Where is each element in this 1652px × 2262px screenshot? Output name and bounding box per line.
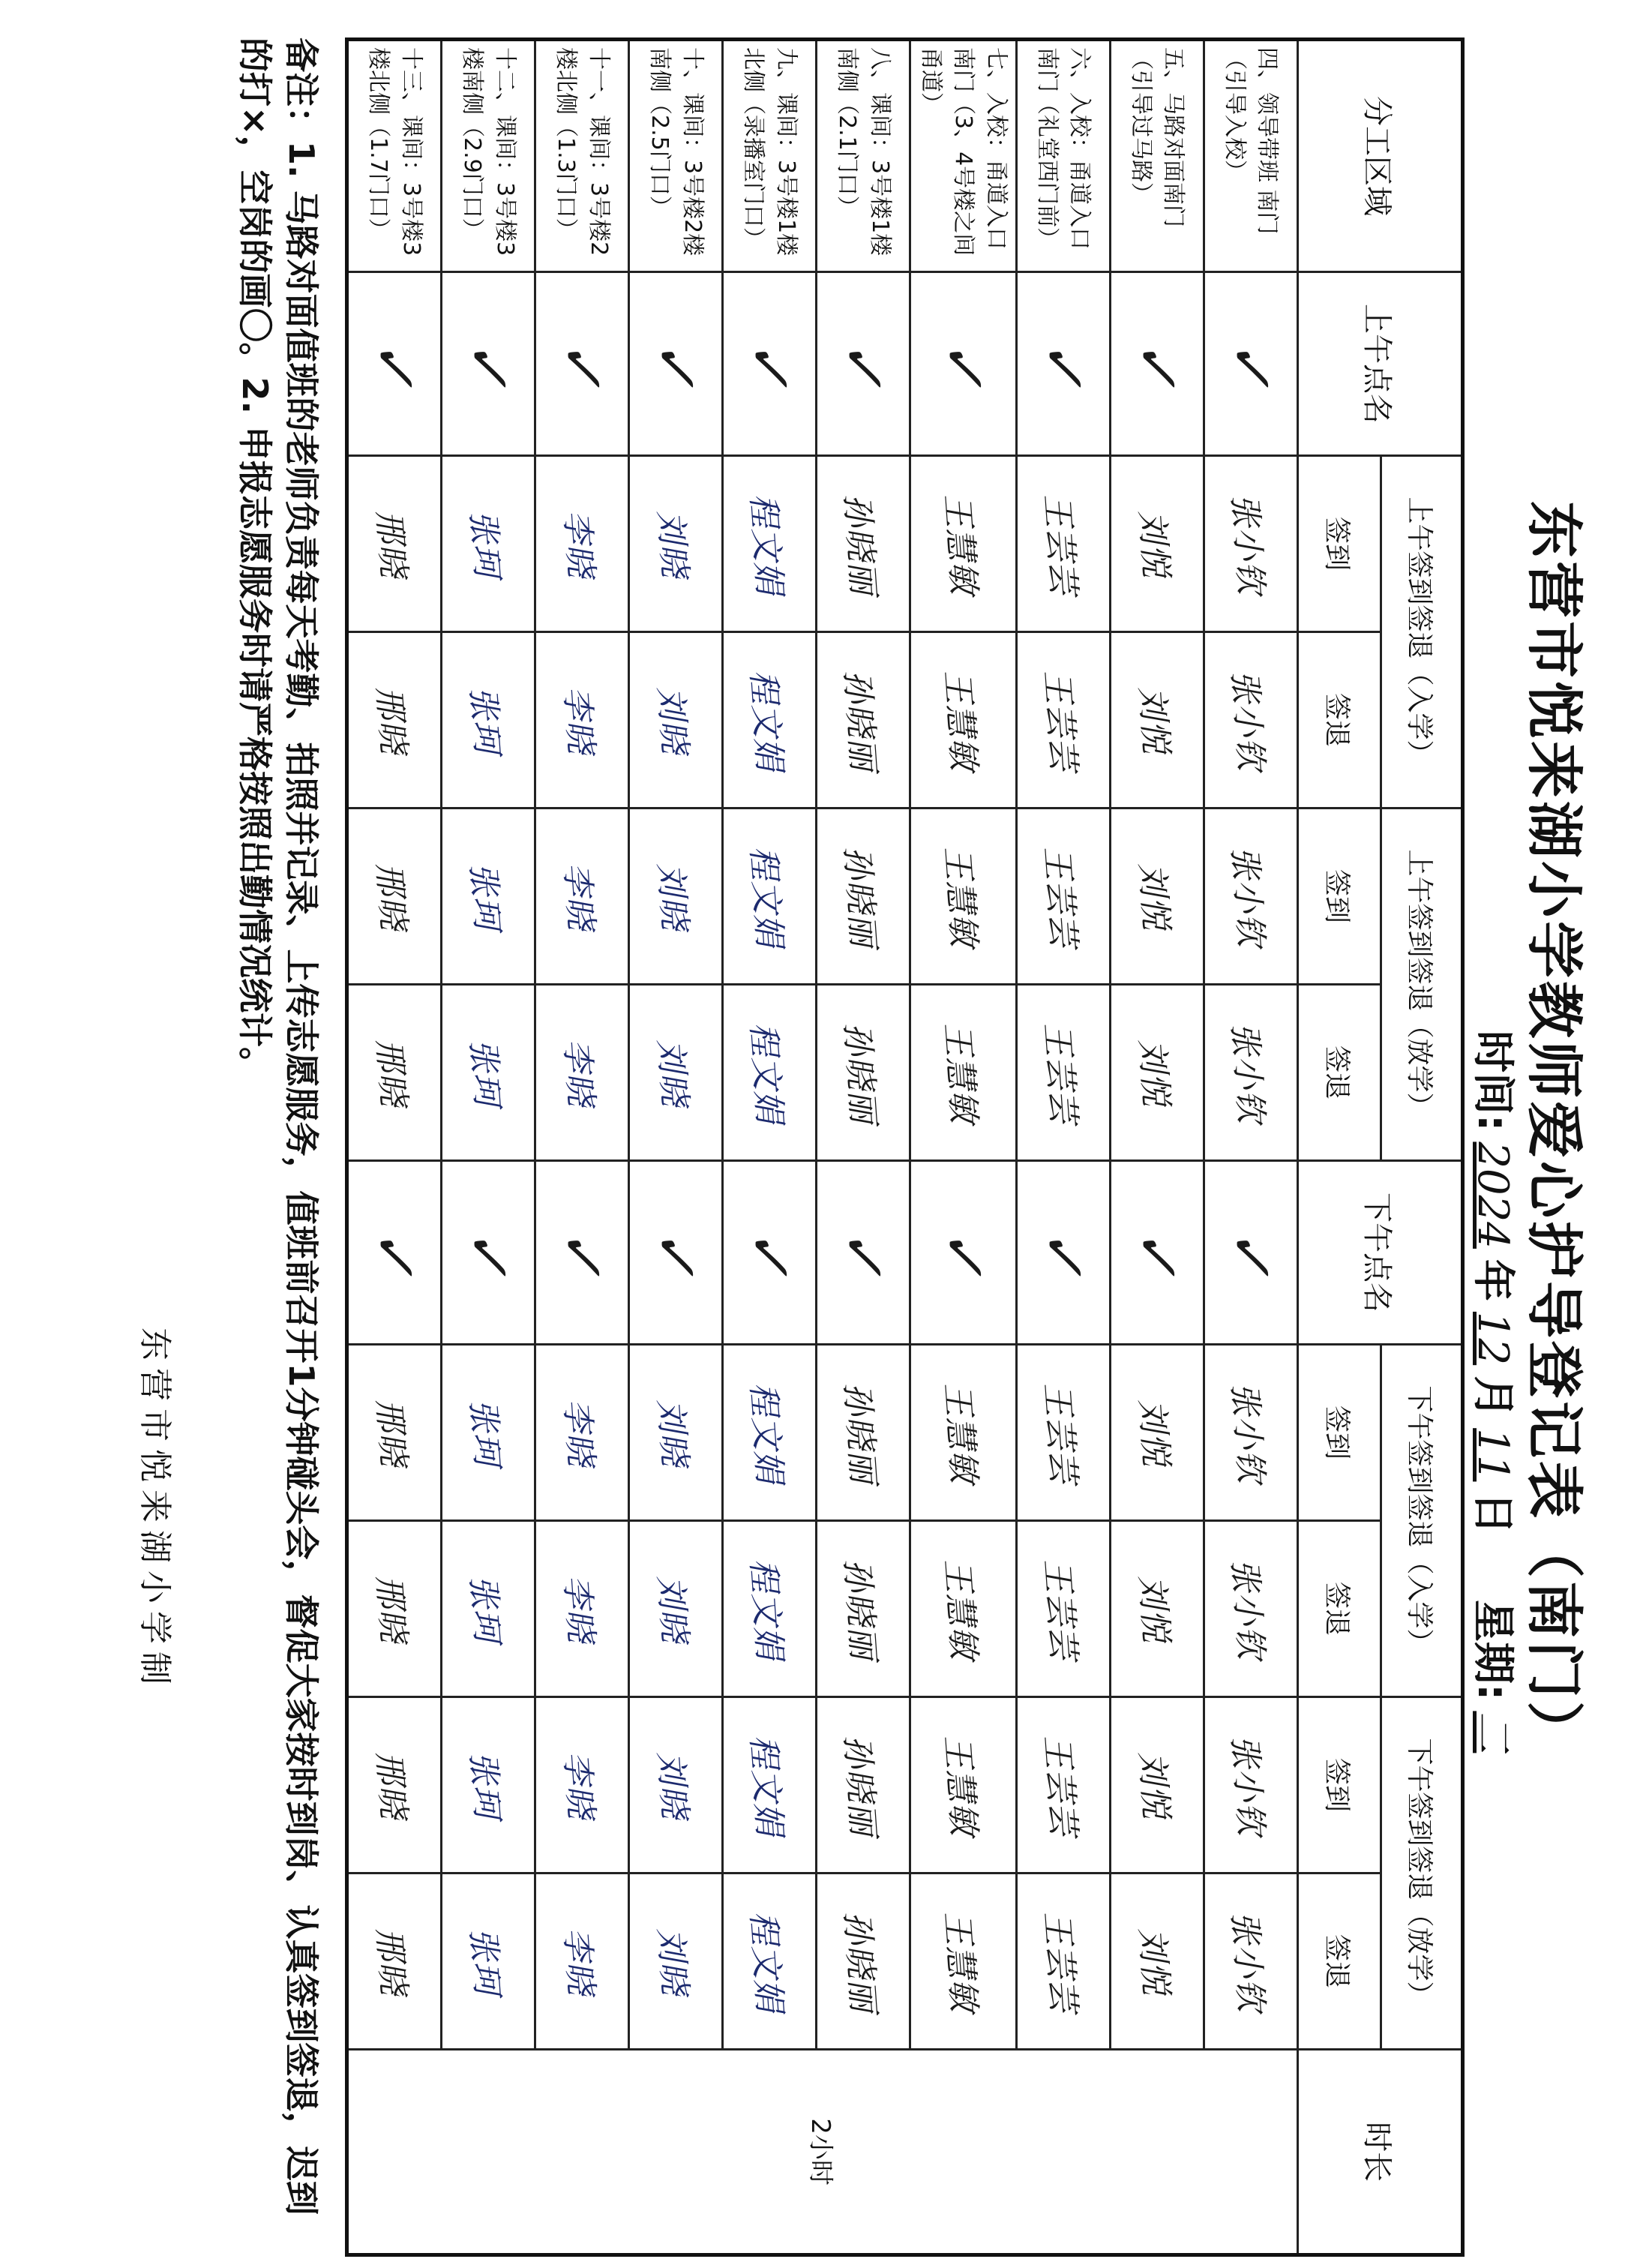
am-signature-ink: 李晓 (557, 508, 601, 579)
am-roll-check-ink: ✓ (454, 339, 523, 388)
pm-signature (535, 1345, 629, 1521)
am-signature-ink: 程文娟 (743, 844, 790, 949)
am-signature (535, 456, 629, 632)
am-signature-ink: 刘悦 (1132, 685, 1176, 755)
pm-signature (817, 1697, 910, 1874)
am-signature (910, 808, 1017, 985)
am-signature-ink: 孙晓丽 (837, 668, 883, 772)
pm-signature-ink: 邢晓 (370, 1750, 413, 1821)
am-signature-ink: 张小钦 (1225, 844, 1270, 949)
am-roll-check-ink: ✓ (361, 339, 429, 388)
header-am-in-group: 上午签到签退（入学） (1381, 456, 1463, 808)
am-signature (347, 632, 442, 808)
am-signature-ink: 刘晓 (651, 508, 694, 579)
am-signature (1017, 808, 1111, 985)
pm-signature (535, 1521, 629, 1697)
pm-signature (1017, 1521, 1111, 1697)
am-signature (629, 456, 723, 632)
pm-roll-check (442, 1161, 535, 1345)
am-signature-ink: 孙晓丽 (837, 844, 883, 949)
header-am-roll: 上午点名 (1298, 272, 1463, 456)
am-signature (723, 632, 817, 808)
pm-signature-ink: 孙晓丽 (837, 1733, 883, 1838)
pm-roll-check-ink: ✓ (929, 1228, 997, 1277)
area-cell: 十三、课间：3号楼3楼北侧（1.7门口） (347, 40, 442, 272)
am-roll-check (817, 272, 910, 456)
am-signature-ink: 张小钦 (1225, 492, 1270, 596)
year-value: 2024 (1468, 1142, 1517, 1249)
day-unit: 日 (1468, 1492, 1517, 1534)
am-signature (442, 985, 535, 1161)
table-row (442, 40, 535, 2255)
pm-signature-ink: 孙晓丽 (837, 1910, 883, 2014)
header-am-out-group: 上午签到签退（放学） (1381, 808, 1463, 1161)
pm-signature (1111, 1874, 1204, 2050)
pm-signature (723, 1521, 817, 1697)
pm-signature-ink: 王慧敏 (937, 1381, 983, 1485)
header-sign-in: 签到 (1298, 1697, 1381, 1874)
pm-signature (817, 1874, 910, 2050)
pm-roll-check-ink: ✓ (1123, 1228, 1191, 1277)
am-roll-check (1017, 272, 1111, 456)
pm-signature-ink: 刘悦 (1132, 1750, 1176, 1821)
pm-signature-ink: 王慧敏 (937, 1733, 983, 1838)
am-roll-check-ink: ✓ (1217, 339, 1285, 388)
am-signature-ink: 刘晓 (651, 685, 694, 755)
pm-signature-ink: 王芸芸 (1037, 1910, 1083, 2014)
am-signature (347, 456, 442, 632)
pm-signature (817, 1345, 910, 1521)
am-signature (1111, 808, 1204, 985)
pm-signature (629, 1345, 723, 1521)
pm-roll-check-ink: ✓ (1217, 1228, 1285, 1277)
am-signature-ink: 刘晓 (651, 861, 694, 932)
am-signature (535, 632, 629, 808)
am-signature (910, 632, 1017, 808)
am-signature-ink: 张珂 (463, 508, 507, 579)
am-signature-ink: 刘晓 (651, 1037, 694, 1108)
year-unit: 年 (1468, 1258, 1517, 1301)
am-roll-check-ink: ✓ (1030, 339, 1097, 388)
page-title: 东营市悦来湖小学教师爱心护导登记表（南门） (1521, 501, 1588, 1761)
header-sign-out: 签退 (1298, 1874, 1381, 2050)
pm-signature-ink: 张小钦 (1225, 1557, 1270, 1661)
pm-roll-check (1017, 1161, 1111, 1345)
pm-signature (347, 1874, 442, 2050)
pm-signature (442, 1874, 535, 2050)
pm-signature-ink: 张珂 (463, 1574, 507, 1645)
am-signature (910, 456, 1017, 632)
pm-signature-ink: 刘晓 (651, 1926, 694, 1997)
pm-roll-check (1111, 1161, 1204, 1345)
am-signature (1017, 632, 1111, 808)
pm-roll-check-ink: ✓ (548, 1228, 616, 1277)
am-signature-ink: 张小钦 (1225, 668, 1270, 772)
pm-roll-check (817, 1161, 910, 1345)
am-signature-ink: 邢晓 (370, 685, 413, 755)
header-pm-roll: 下午点名 (1298, 1161, 1463, 1345)
am-signature-ink: 王芸芸 (1037, 1021, 1083, 1125)
am-roll-check (629, 272, 723, 456)
pm-signature-ink: 张珂 (463, 1750, 507, 1821)
date-line (1466, 1028, 1526, 1760)
am-signature (723, 985, 817, 1161)
pm-signature-ink: 王芸芸 (1037, 1557, 1083, 1661)
pm-signature-ink: 邢晓 (370, 1926, 413, 1997)
table-row (1017, 40, 1111, 2255)
am-signature (1017, 456, 1111, 632)
pm-roll-check-ink: ✓ (736, 1228, 804, 1277)
am-roll-check (535, 272, 629, 456)
am-signature (817, 985, 910, 1161)
remarks-note: 备注：1. 马路对面值班的老师负责每天考勤、拍照并记录、上传志愿服务，值班前召开1分钟碰头会，督促大家按时到岗、认真签到签退，迟到的打×，空岗的画〇。2. 申报志愿服务时请严格按照出勤情况统计。 (235, 38, 322, 2216)
table-row (817, 40, 910, 2255)
am-signature-ink: 刘悦 (1132, 861, 1176, 932)
area-cell: 十二、课间：3号楼3楼南侧（2.9门口） (442, 40, 535, 272)
am-roll-check-ink: ✓ (1123, 339, 1191, 388)
am-signature-ink: 李晓 (557, 685, 601, 755)
table-row (910, 40, 1017, 2255)
pm-signature (1111, 1345, 1204, 1521)
pm-signature (1017, 1345, 1111, 1521)
am-signature (347, 808, 442, 985)
pm-signature-ink: 刘悦 (1132, 1574, 1176, 1645)
am-signature-ink: 邢晓 (370, 1037, 413, 1108)
pm-signature-ink: 程文娟 (743, 1557, 790, 1661)
pm-signature-ink: 孙晓丽 (837, 1381, 883, 1485)
am-signature (629, 632, 723, 808)
am-roll-check (347, 272, 442, 456)
duty-rows (347, 40, 1298, 2255)
day-value: 11 (1468, 1428, 1517, 1482)
pm-signature (817, 1521, 910, 1697)
pm-signature-ink: 邢晓 (370, 1574, 413, 1645)
pm-signature (347, 1345, 442, 1521)
pm-signature (1111, 1697, 1204, 1874)
pm-roll-check-ink: ✓ (642, 1228, 710, 1277)
am-signature (723, 808, 817, 985)
table-row (535, 40, 629, 2255)
pm-roll-check (1204, 1161, 1298, 1345)
am-signature-ink: 程文娟 (743, 668, 790, 772)
pm-signature (442, 1345, 535, 1521)
am-signature (817, 632, 910, 808)
header-sign-in: 签到 (1298, 808, 1381, 985)
pm-signature (629, 1521, 723, 1697)
pm-signature (347, 1521, 442, 1697)
header-pm-out-group: 下午签到签退（放学） (1381, 1697, 1463, 2050)
pm-signature (910, 1345, 1017, 1521)
pm-roll-check (723, 1161, 817, 1345)
area-cell: 七、入校：甬道入口南门（3、4号楼之间甬道） (910, 40, 1017, 272)
pm-roll-check (910, 1161, 1017, 1345)
am-signature (1017, 985, 1111, 1161)
header-sign-out: 签退 (1298, 632, 1381, 808)
am-signature (723, 456, 817, 632)
am-signature-ink: 张珂 (463, 685, 507, 755)
pm-roll-check (535, 1161, 629, 1345)
pm-signature (629, 1697, 723, 1874)
pm-signature-ink: 程文娟 (743, 1910, 790, 2014)
area-cell: 十、课间：3号楼2楼南侧（2.5门口） (629, 40, 723, 272)
am-signature-ink: 程文娟 (743, 1021, 790, 1125)
pm-signature-ink: 刘悦 (1132, 1926, 1176, 1997)
pm-signature-ink: 王芸芸 (1037, 1381, 1083, 1485)
am-signature-ink: 张珂 (463, 861, 507, 932)
am-signature (817, 808, 910, 985)
duty-table (346, 38, 1465, 2257)
am-roll-check (910, 272, 1017, 456)
am-roll-check-ink: ✓ (642, 339, 710, 388)
am-signature-ink: 张小钦 (1225, 1021, 1270, 1125)
pm-signature-ink: 李晓 (557, 1926, 601, 1997)
table-row (723, 40, 817, 2255)
am-signature-ink: 李晓 (557, 1037, 601, 1108)
am-roll-check (723, 272, 817, 456)
pm-roll-check-ink: ✓ (829, 1228, 898, 1277)
table-row (1204, 40, 1298, 2255)
am-signature (1111, 456, 1204, 632)
am-signature-ink: 王芸芸 (1037, 844, 1083, 949)
am-signature (535, 985, 629, 1161)
pm-signature-ink: 程文娟 (743, 1381, 790, 1485)
am-signature-ink: 邢晓 (370, 861, 413, 932)
pm-signature-ink: 张珂 (463, 1397, 507, 1468)
table-row (629, 40, 723, 2255)
month-unit: 月 (1468, 1376, 1517, 1418)
area-cell: 五、马路对面南门（引导过马路） (1111, 40, 1204, 272)
pm-signature (1204, 1874, 1298, 2050)
pm-signature (723, 1345, 817, 1521)
pm-signature (910, 1697, 1017, 1874)
pm-signature-ink: 刘晓 (651, 1397, 694, 1468)
am-roll-check (1204, 272, 1298, 456)
am-signature-ink: 孙晓丽 (837, 492, 883, 596)
am-signature-ink: 张珂 (463, 1037, 507, 1108)
pm-roll-check-ink: ✓ (361, 1228, 429, 1277)
pm-signature (910, 1874, 1017, 2050)
am-signature-ink: 刘悦 (1132, 508, 1176, 579)
pm-signature (1204, 1521, 1298, 1697)
pm-signature-ink: 王芸芸 (1037, 1733, 1083, 1838)
pm-roll-check (347, 1161, 442, 1345)
pm-signature-ink: 刘晓 (651, 1574, 694, 1645)
am-signature (1204, 632, 1298, 808)
pm-signature (629, 1874, 723, 2050)
pm-signature-ink: 刘晓 (651, 1750, 694, 1821)
am-signature (629, 985, 723, 1161)
header-sign-out: 签退 (1298, 1521, 1381, 1697)
pm-signature (1111, 1521, 1204, 1697)
weekday-value: 二 (1468, 1711, 1517, 1754)
am-signature (347, 985, 442, 1161)
header-sign-in: 签到 (1298, 456, 1381, 632)
pm-signature-ink: 邢晓 (370, 1397, 413, 1468)
pm-roll-check (629, 1161, 723, 1345)
pm-signature (1017, 1697, 1111, 1874)
am-signature-ink: 王芸芸 (1037, 668, 1083, 772)
area-cell: 六、入校：甬道入口南门（礼堂西门前） (1017, 40, 1111, 272)
area-cell: 九、课间：3号楼1楼北侧（录播室门口） (723, 40, 817, 272)
pm-signature (910, 1521, 1017, 1697)
am-signature (442, 632, 535, 808)
am-signature (535, 808, 629, 985)
pm-signature (442, 1521, 535, 1697)
am-signature-ink: 邢晓 (370, 508, 413, 579)
am-signature-ink: 王芸芸 (1037, 492, 1083, 596)
am-roll-check-ink: ✓ (736, 339, 804, 388)
pm-signature-ink: 张小钦 (1225, 1733, 1270, 1838)
pm-signature-ink: 张珂 (463, 1926, 507, 1997)
duration-cell: 2小时 (347, 2050, 1298, 2255)
area-cell: 八、课间：3号楼1楼南侧（2.1门口） (817, 40, 910, 272)
am-roll-check-ink: ✓ (548, 339, 616, 388)
am-signature-ink: 程文娟 (743, 492, 790, 596)
pm-roll-check-ink: ✓ (1030, 1228, 1097, 1277)
header-pm-in-group: 下午签到签退（入学） (1381, 1345, 1463, 1697)
pm-signature-ink: 孙晓丽 (837, 1557, 883, 1661)
am-signature-ink: 王慧敏 (937, 492, 983, 596)
pm-signature (347, 1697, 442, 1874)
pm-signature-ink: 刘悦 (1132, 1397, 1176, 1468)
am-signature (1204, 808, 1298, 985)
am-signature (629, 808, 723, 985)
header-area: 分工区域 (1298, 40, 1463, 272)
am-signature-ink: 孙晓丽 (837, 1021, 883, 1125)
am-roll-check (1111, 272, 1204, 456)
am-signature (1204, 456, 1298, 632)
pm-signature-ink: 王慧敏 (937, 1557, 983, 1661)
am-roll-check-ink: ✓ (829, 339, 898, 388)
pm-signature-ink: 李晓 (557, 1750, 601, 1821)
am-signature (910, 985, 1017, 1161)
am-signature-ink: 李晓 (557, 861, 601, 932)
pm-signature (535, 1697, 629, 1874)
am-signature (442, 456, 535, 632)
am-signature (1204, 985, 1298, 1161)
pm-signature-ink: 张小钦 (1225, 1381, 1270, 1485)
area-cell: 十一、课间：3号楼2楼北侧（1.3门口） (535, 40, 629, 272)
am-signature-ink: 刘悦 (1132, 1037, 1176, 1108)
pm-signature (535, 1874, 629, 2050)
table-row (347, 40, 442, 2255)
header-sign-out: 签退 (1298, 985, 1381, 1161)
am-signature (817, 456, 910, 632)
pm-signature (1017, 1874, 1111, 2050)
pm-signature-ink: 李晓 (557, 1397, 601, 1468)
pm-signature (723, 1874, 817, 2050)
pm-signature-ink: 李晓 (557, 1574, 601, 1645)
pm-signature-ink: 张小钦 (1225, 1910, 1270, 2014)
am-roll-check-ink: ✓ (929, 339, 997, 388)
school-footer: 东营市悦来湖小学制 (136, 1328, 174, 1692)
am-signature (1111, 985, 1204, 1161)
table-row (1111, 40, 1204, 2255)
pm-signature (1204, 1697, 1298, 1874)
pm-signature (1204, 1345, 1298, 1521)
header-duration: 时长 (1298, 2050, 1463, 2255)
am-signature-ink: 王慧敏 (937, 1021, 983, 1125)
am-roll-check (442, 272, 535, 456)
weekday-label: 星期: (1468, 1599, 1517, 1701)
am-signature (442, 808, 535, 985)
am-signature-ink: 王慧敏 (937, 668, 983, 772)
am-signature-ink: 王慧敏 (937, 844, 983, 949)
area-cell: 四、领导带班 南门（引导入校） (1204, 40, 1298, 272)
pm-signature (442, 1697, 535, 1874)
time-label: 时间: (1468, 1030, 1517, 1132)
pm-signature (723, 1697, 817, 1874)
pm-signature-ink: 王慧敏 (937, 1910, 983, 2014)
pm-signature-ink: 程文娟 (743, 1733, 790, 1838)
pm-roll-check-ink: ✓ (454, 1228, 523, 1277)
month-value: 12 (1468, 1311, 1517, 1366)
header-sign-in: 签到 (1298, 1345, 1381, 1521)
am-signature (1111, 632, 1204, 808)
